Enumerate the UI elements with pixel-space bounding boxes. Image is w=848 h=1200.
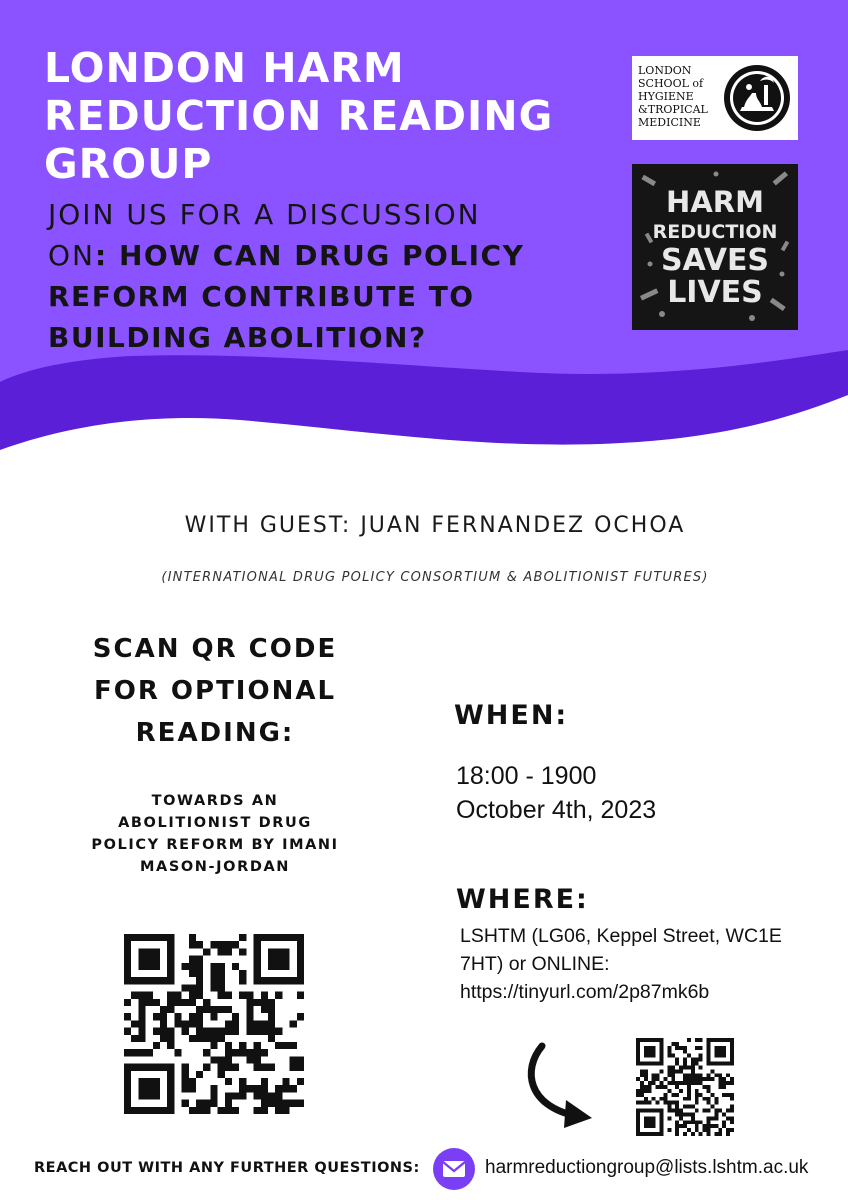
hrsl-line: REDUCTION: [652, 221, 778, 243]
page-title: [44, 44, 604, 188]
contact-label: REACH OUT WITH ANY FURTHER QUESTIONS:: [34, 1160, 420, 1176]
title-line: REDUCTION READING: [44, 92, 554, 140]
reading-qr-code[interactable]: [124, 934, 304, 1114]
discussion-question: BUILDING ABOLITION?: [48, 321, 427, 354]
venue-line: 7HT) or ONLINE:: [460, 953, 610, 975]
subtitle-separator: :: [94, 239, 119, 272]
when-heading: WHEN:: [454, 700, 569, 731]
harm-reduction-saves-lives-logo: [632, 164, 798, 330]
guest-affiliation: (INTERNATIONAL DRUG POLICY CONSORTIUM & ABOLITIONIST FUTURES): [161, 570, 709, 585]
venue-line: LSHTM (LG06, Keppel Street, WC1E: [460, 925, 782, 947]
discussion-topic: [48, 194, 608, 358]
subtitle-intro: ON: [48, 239, 95, 272]
subtitle-intro: JOIN US FOR A DISCUSSION: [48, 198, 481, 231]
hrsl-line: SAVES: [660, 243, 770, 278]
mail-icon[interactable]: [433, 1148, 475, 1190]
lshtm-logo-text: LONDON SCHOOL of HYGIENE &TROPICAL MEDICINE: [638, 64, 708, 129]
lshtm-seal-icon: [722, 63, 792, 133]
discussion-question: REFORM CONTRIBUTE TO: [48, 280, 475, 313]
reading-title: TOWARDS AN ABOLITIONIST DRUG POLICY REFORM BY IMANI MASON-JORDAN: [91, 793, 339, 875]
title-line: LONDON HARM: [44, 44, 405, 92]
contact-email[interactable]: harmreductiongroup@lists.lshtm.ac.uk: [485, 1157, 809, 1178]
event-time: 18:00 - 1900: [456, 762, 597, 790]
hrsl-line: HARM: [666, 185, 764, 219]
guest-line: WITH GUEST: JUAN FERNANDEZ OCHOA: [184, 513, 686, 538]
online-qr-code[interactable]: [636, 1038, 734, 1136]
hrsl-line: LIVES: [667, 275, 763, 310]
online-link[interactable]: https://tinyurl.com/2p87mk6b: [460, 981, 710, 1003]
event-date: October 4th, 2023: [456, 796, 657, 824]
scan-qr-heading: SCAN QR CODE FOR OPTIONAL READING:: [92, 634, 338, 748]
title-line: GROUP: [44, 140, 213, 188]
where-heading: WHERE:: [456, 884, 589, 915]
discussion-question: HOW CAN DRUG POLICY: [118, 239, 525, 272]
curved-arrow-icon: [520, 1040, 620, 1130]
lshtm-logo: [632, 56, 798, 140]
